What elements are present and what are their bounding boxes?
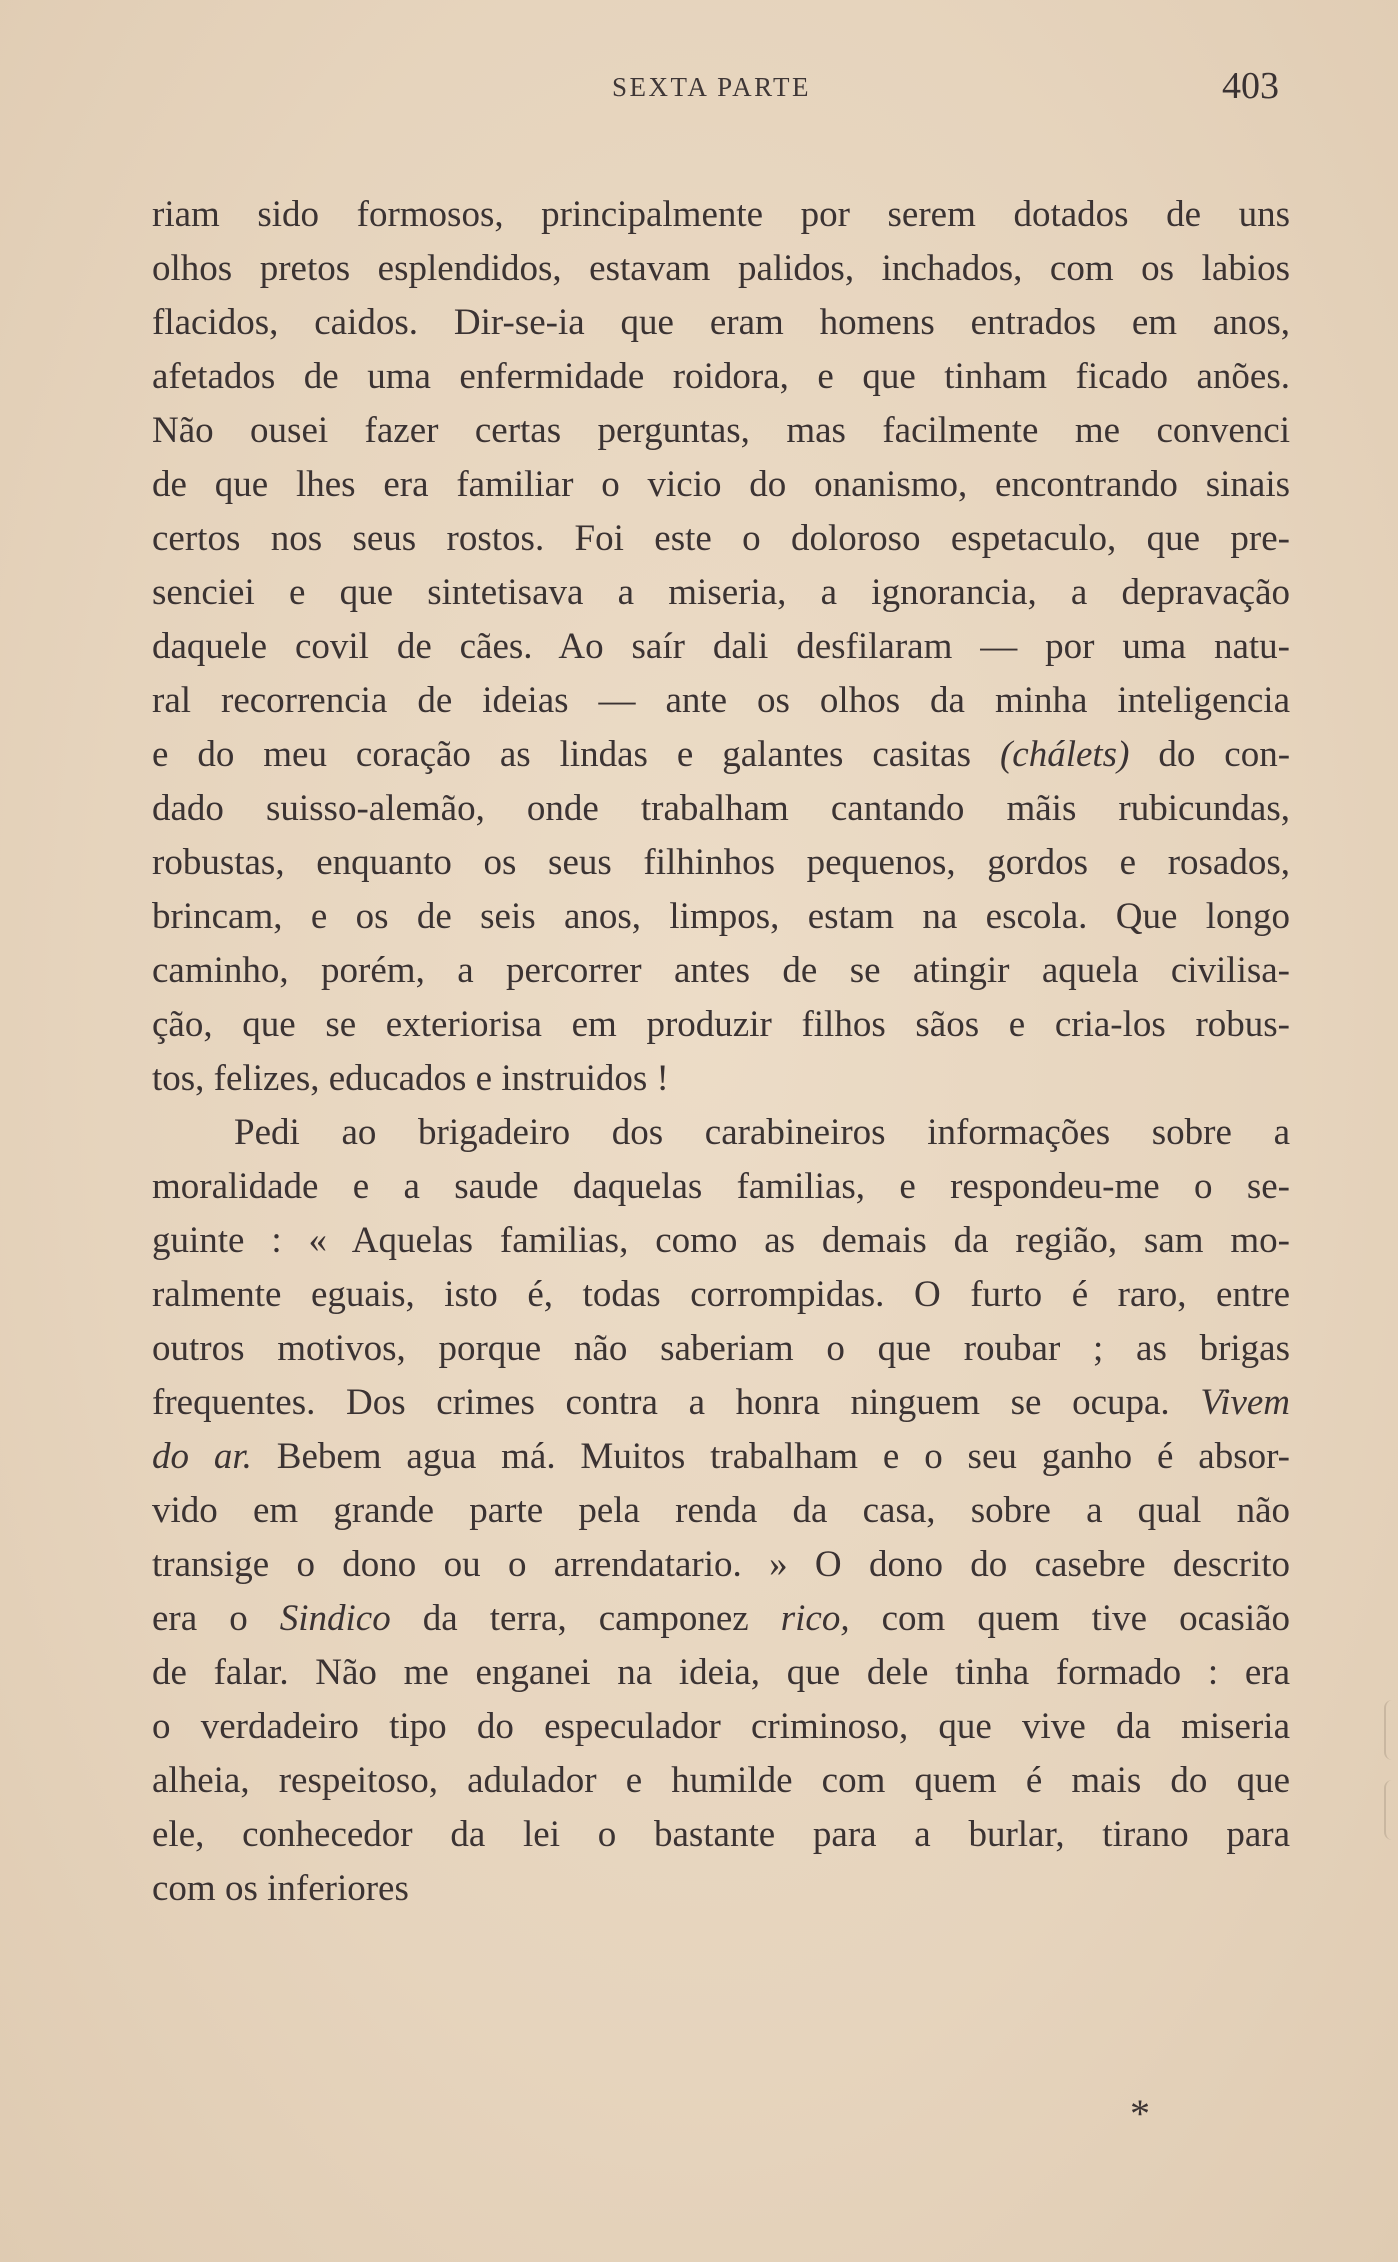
- text-segment: do con-: [1158, 734, 1291, 775]
- text-line: de falar. Não me enganei na ideia, que dele tinha formado : era: [152, 1652, 1290, 1693]
- text-line: flacidos, caidos. Dir-se-ia que eram homens entrados em anos,: [152, 302, 1290, 343]
- text-line: ele, conhecedor da lei o bastante para a burlar, tirano para: [152, 1814, 1290, 1855]
- text-segment: e do meu coração as lindas e galantes casitas: [152, 734, 972, 775]
- text-line: olhos pretos esplendidos, estavam palidos, inchados, com os labios: [152, 248, 1290, 289]
- italic-word: (chálets): [999, 734, 1130, 775]
- body-text: [152, 188, 1290, 1948]
- text-line: dado suisso-alemão, onde trabalham cantando mãis rubicundas,: [152, 788, 1290, 829]
- italic-word: rico,: [780, 1598, 850, 1639]
- text-line: transige o dono ou o arrendatario. » O dono do casebre descrito: [152, 1544, 1290, 1585]
- text-segment: da terra, camponez: [422, 1598, 749, 1639]
- italic-word: Sindico: [279, 1598, 391, 1639]
- page-edge-mark: [1384, 1780, 1396, 1840]
- text-line: [152, 1592, 1290, 1646]
- text-line: daquele covil de cães. Ao saír dali desfilaram — por uma natu-: [152, 626, 1290, 667]
- page-edge-mark: [1384, 1700, 1396, 1760]
- text-line: afetados de uma enfermidade roidora, e que tinham ficado anões.: [152, 356, 1290, 397]
- running-head: [0, 64, 1398, 114]
- text-line: o verdadeiro tipo do especulador criminoso, que vive da miseria: [152, 1706, 1290, 1747]
- text-segment: Bebem agua má. Muitos trabalham e o seu ganho é absor-: [276, 1436, 1290, 1477]
- text-line: com os inferiores: [152, 1868, 409, 1909]
- text-line: ralmente eguais, isto é, todas corrompidas. O furto é raro, entre: [152, 1274, 1290, 1315]
- text-line: de que lhes era familiar o vicio do onanismo, encontrando sinais: [152, 464, 1290, 505]
- text-line: [152, 1430, 1290, 1484]
- text-line: certos nos seus rostos. Foi este o doloroso espetaculo, que pre-: [152, 518, 1290, 559]
- text-segment: frequentes. Dos crimes contra a honra ninguem se ocupa.: [152, 1382, 1170, 1423]
- running-head-title: SEXTA PARTE: [612, 72, 812, 102]
- text-segment: com quem tive ocasião: [881, 1598, 1291, 1639]
- text-line: tos, felizes, educados e instruidos !: [152, 1058, 669, 1099]
- text-line: outros motivos, porque não saberiam o que roubar ; as brigas: [152, 1328, 1290, 1369]
- italic-word: Vivem: [1200, 1382, 1291, 1423]
- text-line: brincam, e os de seis anos, limpos, estam na escola. Que longo: [152, 896, 1290, 937]
- text-line: alheia, respeitoso, adulador e humilde com quem é mais do que: [152, 1760, 1290, 1801]
- text-line: moralidade e a saude daquelas familias, e respondeu-me o se-: [152, 1166, 1290, 1207]
- italic-word: do ar.: [152, 1436, 252, 1477]
- text-line: ral recorrencia de ideias — ante os olhos da minha inteligencia: [152, 680, 1290, 721]
- text-line: robustas, enquanto os seus filhinhos pequenos, gordos e rosados,: [152, 842, 1290, 883]
- text-segment: era o: [152, 1598, 248, 1639]
- text-line: guinte : « Aquelas familias, como as demais da região, sam mo-: [152, 1220, 1290, 1261]
- text-line: caminho, porém, a percorrer antes de se atingir aquela civilisa-: [152, 950, 1290, 991]
- text-line: Não ousei fazer certas perguntas, mas facilmente me convenci: [152, 410, 1290, 451]
- footer-asterisk: *: [1130, 2091, 1150, 2136]
- text-line: riam sido formosos, principalmente por serem dotados de uns: [152, 194, 1290, 235]
- page-number: 403: [1222, 65, 1279, 107]
- text-line: Pedi ao brigadeiro dos carabineiros informações sobre a: [234, 1112, 1290, 1153]
- text-line: ção, que se exteriorisa em produzir filhos sãos e cria-los robus-: [152, 1004, 1290, 1045]
- text-line: [152, 728, 1290, 782]
- text-line: [152, 1376, 1290, 1430]
- text-line: vido em grande parte pela renda da casa, sobre a qual não: [152, 1490, 1290, 1531]
- text-line: senciei e que sintetisava a miseria, a ignorancia, a depravação: [152, 572, 1290, 613]
